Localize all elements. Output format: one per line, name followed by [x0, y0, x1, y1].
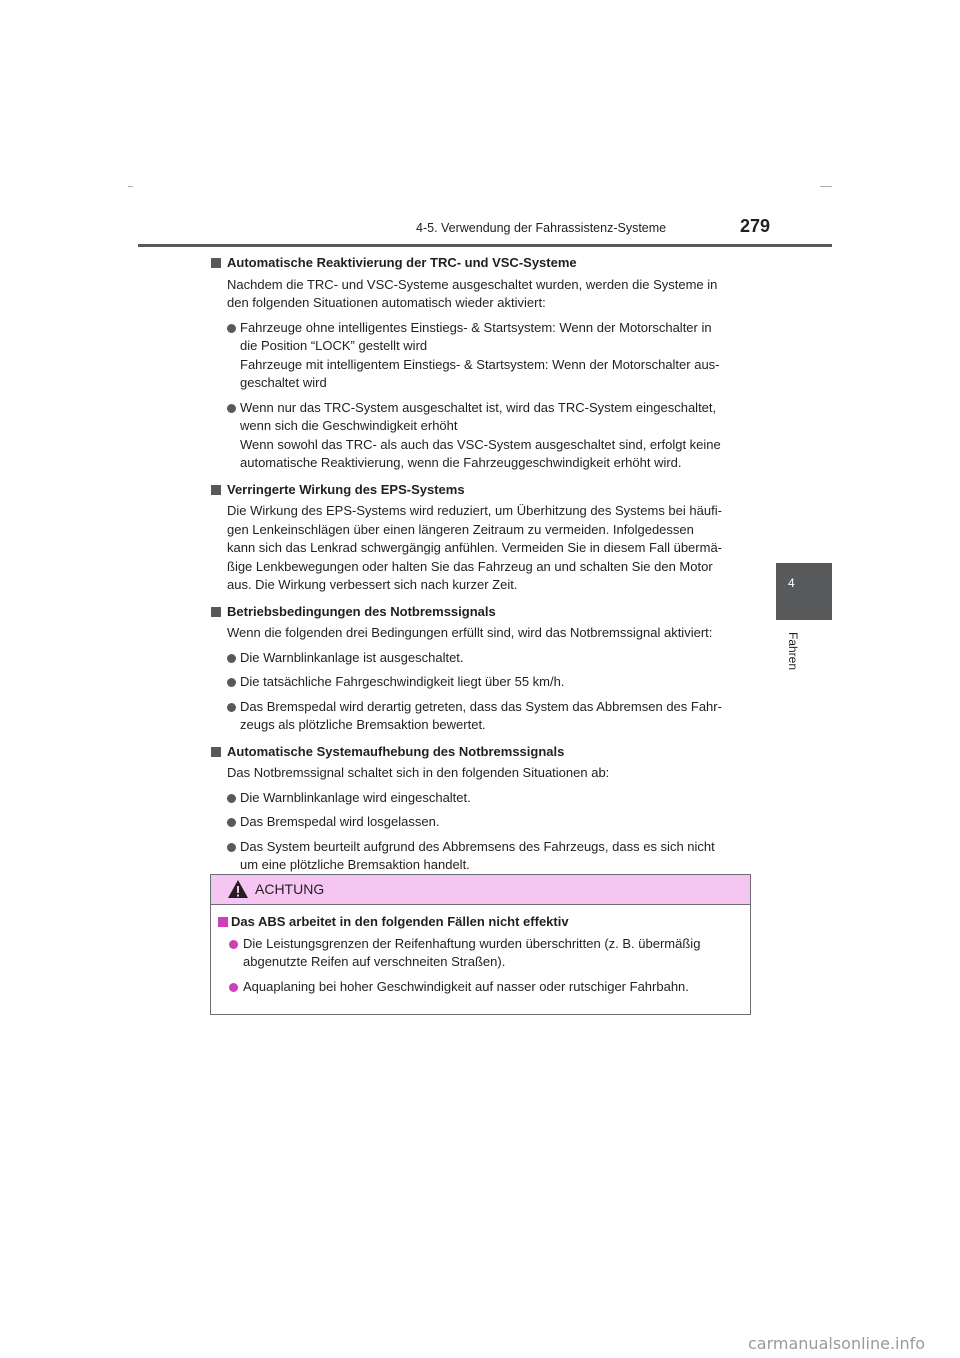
round-bullet-icon — [227, 404, 236, 413]
text-line: Die tatsächliche Fahrgeschwindigkeit liegt über 55 km/h. — [240, 674, 565, 689]
text-line: Die Warnblinkanlage wird eingeschaltet. — [240, 789, 471, 805]
section-paragraph — [210, 764, 755, 783]
square-bullet-icon — [211, 258, 221, 268]
header-rule — [138, 244, 832, 247]
section-heading-text: Betriebsbedingungen des Notbremssignals — [227, 603, 496, 619]
warning-bullet-list — [211, 935, 750, 997]
text-line: zeugs als plötzliche Bremsaktion bewertet. — [240, 717, 486, 732]
round-bullet-icon — [229, 983, 238, 992]
round-bullet-icon — [229, 940, 238, 949]
warning-box — [210, 874, 751, 1015]
text-line: Das System beurteilt aufgrund des Abbremsens des Fahrzeugs, dass es sich nicht — [240, 838, 715, 854]
section-paragraph — [210, 624, 755, 643]
section-heading-text: Verringerte Wirkung des EPS-Systems — [227, 481, 465, 497]
text-line: automatische Reaktivierung, wenn die Fahrzeuggeschwindigkeit erhöht wird. — [240, 455, 682, 470]
text-line: abgenutzte Reifen auf verschneiten Straßen). — [243, 954, 506, 969]
crop-mark — [820, 186, 832, 187]
square-bullet-icon — [211, 747, 221, 757]
text-line: Nachdem die TRC- und VSC-Systeme ausgeschaltet wurden, werden die Systeme in — [227, 276, 718, 292]
section-heading — [210, 254, 755, 273]
main-content — [210, 254, 755, 875]
text-line: wenn sich die Geschwindigkeit erhöht — [240, 418, 458, 433]
warning-heading-text: Das ABS arbeitet in den folgenden Fällen nicht effektiv — [231, 914, 569, 929]
round-bullet-icon — [227, 843, 236, 852]
text-line: um eine plötzliche Bremsaktion handelt. — [240, 857, 470, 872]
text-line: kann sich das Lenkrad schwergängig anfühlen. Vermeiden Sie in diesem Fall übermä- — [227, 540, 723, 555]
round-bullet-icon — [227, 818, 236, 827]
square-bullet-icon — [211, 607, 221, 617]
bullet-item — [210, 789, 755, 808]
bullet-item — [210, 813, 755, 832]
warning-heading — [214, 913, 750, 932]
warning-triangle-icon — [227, 879, 249, 899]
bullet-item — [210, 319, 755, 393]
bullet-item — [210, 838, 755, 875]
section-heading-text: Automatische Reaktivierung der TRC- und VSC-Systeme — [227, 255, 577, 270]
text-line: Aquaplaning bei hoher Geschwindigkeit auf nasser oder rutschiger Fahrbahn. — [243, 978, 689, 994]
chapter-tab — [776, 563, 832, 620]
text-line: Fahrzeuge mit intelligentem Einstiegs- & Startsystem: Wenn der Motorschalter aus- — [240, 356, 720, 372]
bullet-item — [210, 649, 755, 668]
section-paragraph — [210, 276, 755, 313]
round-bullet-icon — [227, 678, 236, 687]
section-heading-text: Automatische Systemaufhebung des Notbremssignals — [227, 743, 565, 759]
round-bullet-icon — [227, 703, 236, 712]
text-line: die Position “LOCK” gestellt wird — [240, 338, 428, 353]
warning-bullet-item — [211, 978, 750, 997]
text-line: Die Warnblinkanlage ist ausgeschaltet. — [240, 649, 464, 665]
text-line: den folgenden Situationen automatisch wieder aktiviert: — [227, 295, 546, 310]
text-line: Die Wirkung des EPS-Systems wird reduziert, um Überhitzung des Systems bei häufi- — [227, 503, 722, 518]
text-line: Das Bremspedal wird derartig getreten, dass das System das Abbremsen des Fahr- — [240, 698, 722, 714]
text-line: Fahrzeuge ohne intelligentes Einstiegs- & Startsystem: Wenn der Motorschalter in — [240, 319, 712, 335]
warning-title: ACHTUNG — [255, 881, 325, 897]
section-heading — [210, 481, 755, 500]
round-bullet-icon — [227, 324, 236, 333]
text-line: Die Leistungsgrenzen der Reifenhaftung wurden überschritten (z. B. übermäßig — [243, 935, 701, 951]
warning-body — [211, 913, 750, 996]
warning-bullet-item — [211, 935, 750, 972]
bullet-item — [210, 698, 755, 735]
text-line: gen Lenkeinschlägen über einen längeren Zeitraum zu vermeiden. Infolgedessen — [227, 521, 694, 537]
bullet-item — [210, 399, 755, 473]
warning-header — [211, 875, 750, 905]
text-line: aus. Die Wirkung verbessert sich nach kurzer Zeit. — [227, 577, 518, 592]
section-heading — [210, 603, 755, 622]
square-bullet-icon — [218, 917, 228, 927]
text-line: Das Notbremssignal schaltet sich in den folgenden Situationen ab: — [227, 765, 610, 780]
round-bullet-icon — [227, 794, 236, 803]
page-number: 279 — [740, 216, 771, 236]
text-line: Das Bremspedal wird losgelassen. — [240, 814, 440, 829]
text-line: ßige Lenkbewegungen oder halten Sie das Fahrzeug an und schalten Sie den Motor — [227, 558, 713, 574]
square-bullet-icon — [211, 485, 221, 495]
crop-mark — [128, 186, 133, 187]
bullet-item — [210, 673, 755, 692]
chapter-number: 4 — [788, 576, 795, 590]
round-bullet-icon — [227, 654, 236, 663]
watermark: carmanualsonline.info — [748, 1334, 926, 1353]
section-heading — [210, 743, 755, 762]
text-line: Wenn sowohl das TRC- als auch das VSC-System ausgeschaltet sind, erfolgt keine — [240, 436, 721, 452]
text-line: Wenn die folgenden drei Bedingungen erfüllt sind, wird das Notbremssignal aktiviert: — [227, 625, 713, 640]
header-section-title: 4-5. Verwendung der Fahrassistenz-Systeme — [416, 221, 667, 235]
text-line: Wenn nur das TRC-System ausgeschaltet ist, wird das TRC-System eingeschaltet, — [240, 399, 717, 415]
text-line: geschaltet wird — [240, 375, 327, 390]
chapter-label: Fahren — [786, 632, 800, 671]
section-paragraph — [210, 502, 755, 595]
